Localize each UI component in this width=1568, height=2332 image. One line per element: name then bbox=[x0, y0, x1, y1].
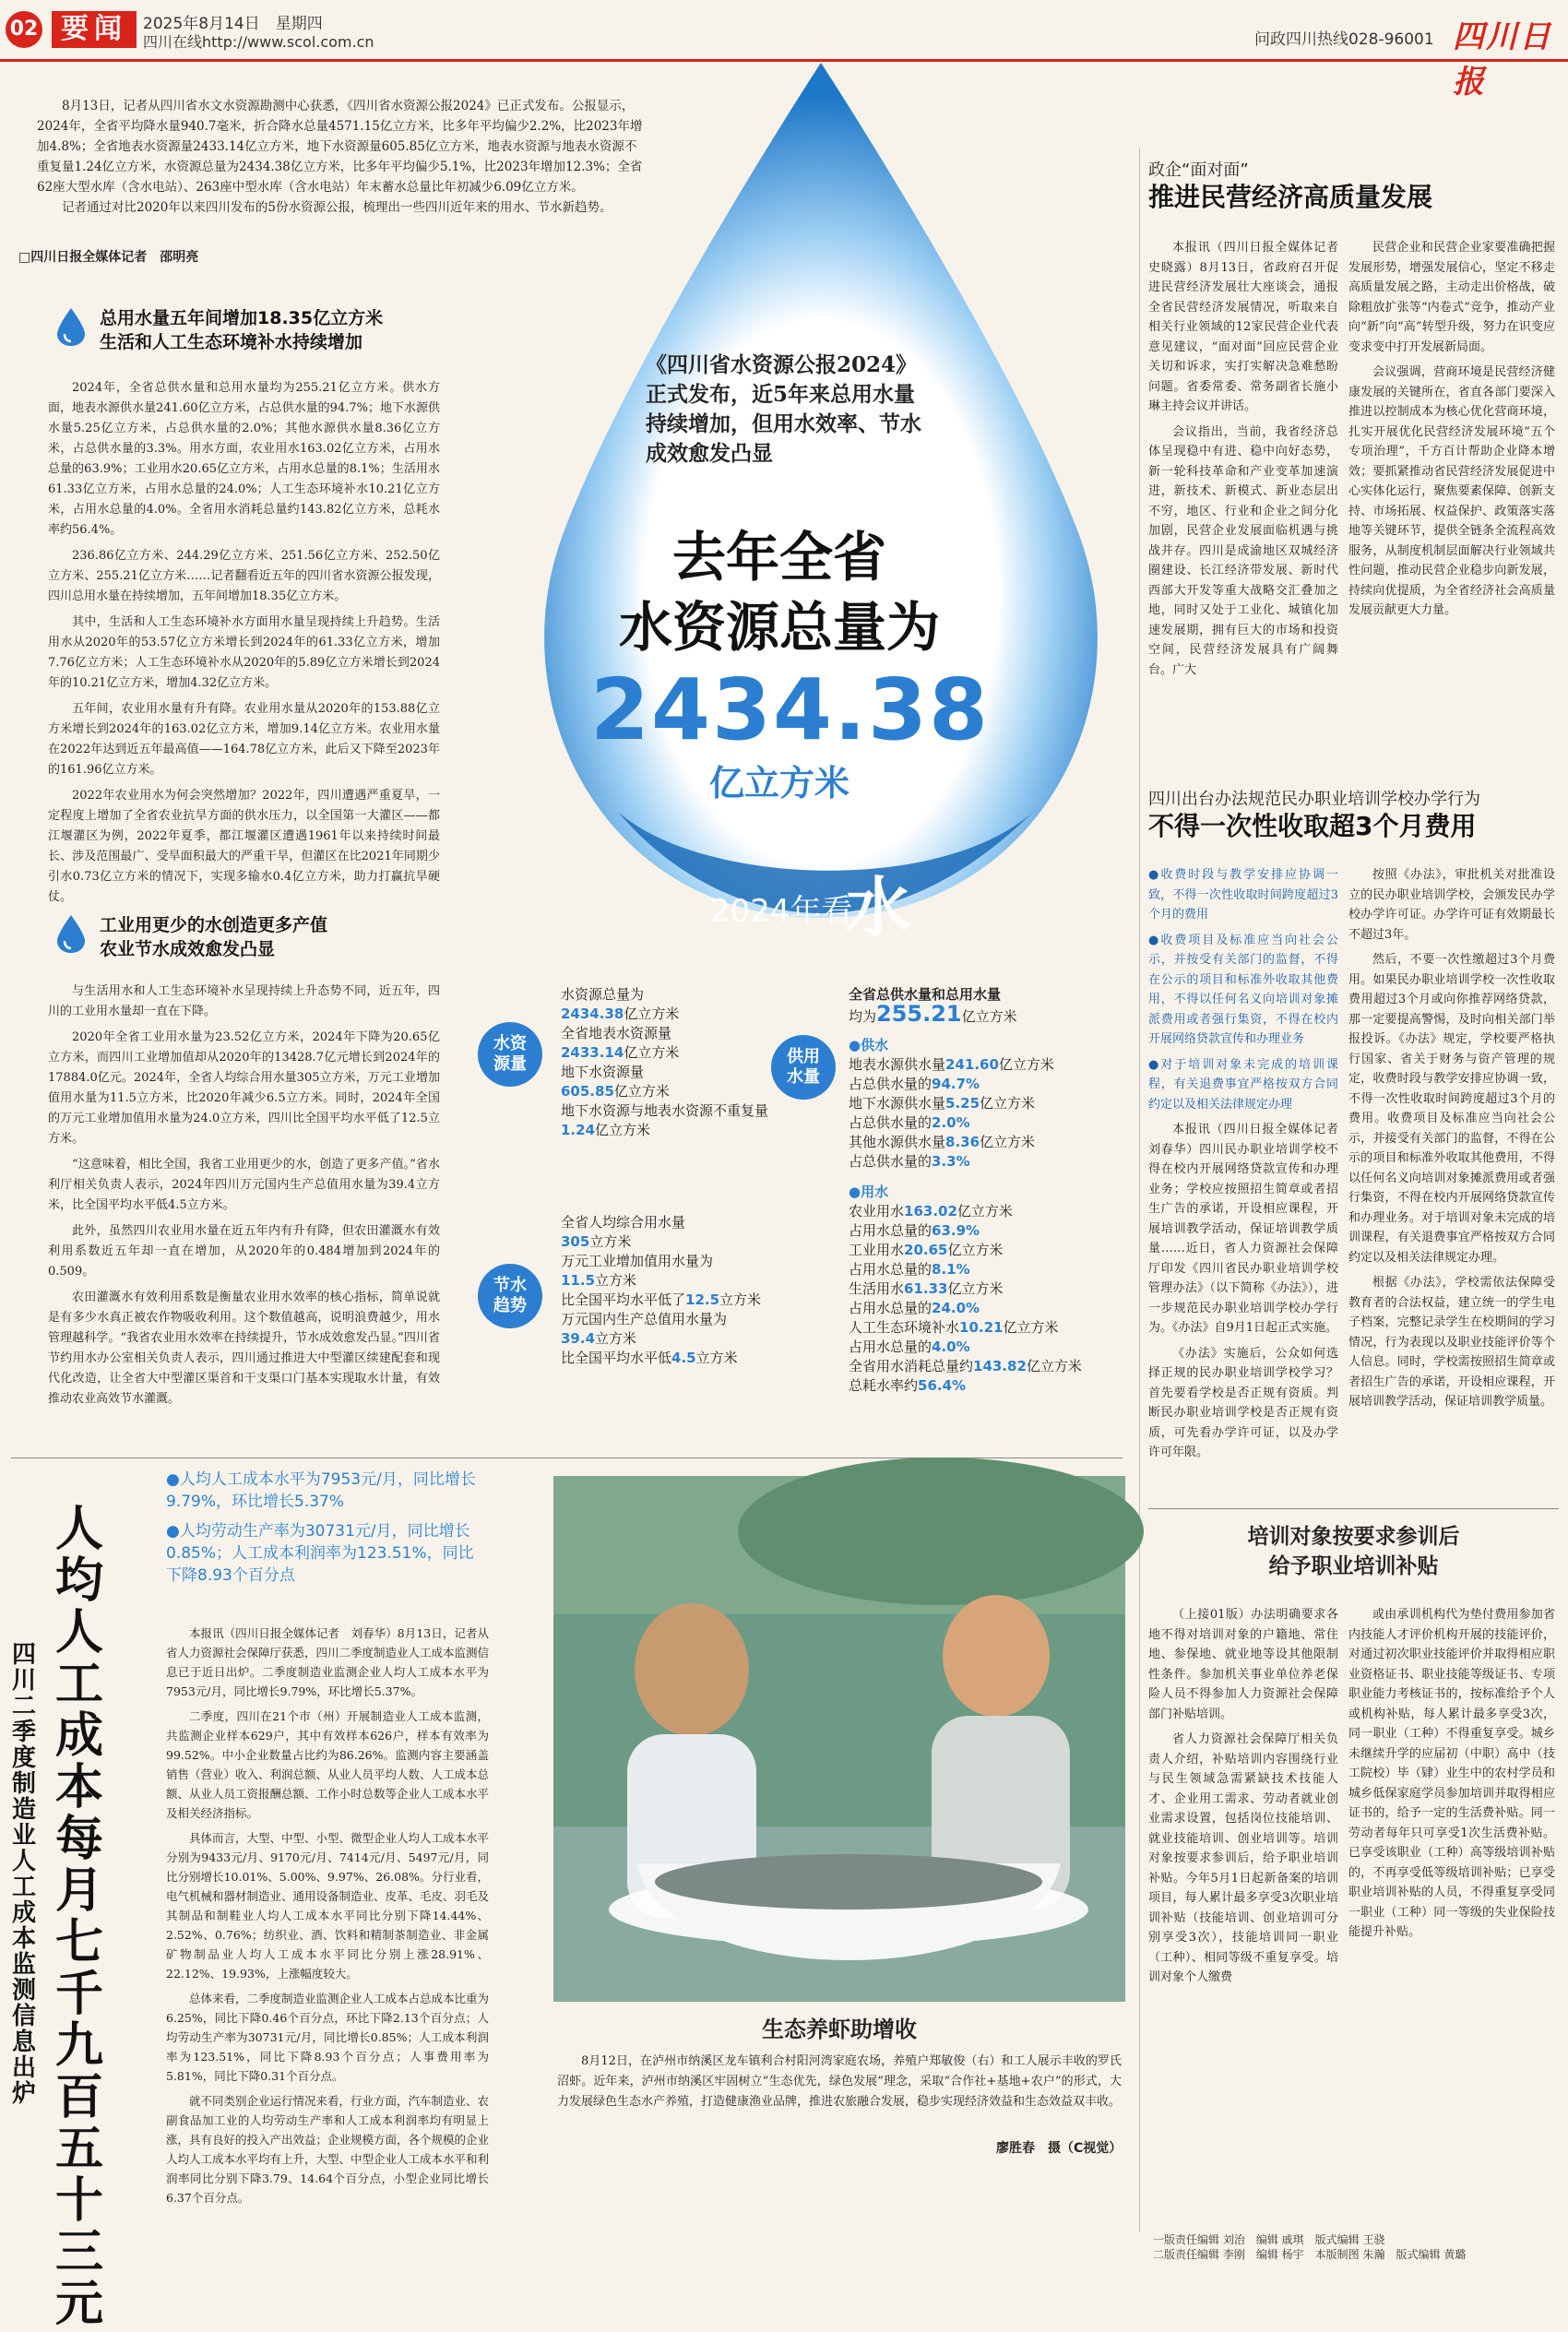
drop-headline bbox=[590, 522, 968, 662]
supply-top-row bbox=[849, 1001, 1116, 1027]
story1-col2 bbox=[1348, 238, 1555, 626]
info-value: 20.65 bbox=[904, 1242, 948, 1258]
info-label: 地下水源供水量 bbox=[849, 1095, 946, 1112]
masthead-logo: 四川日报 bbox=[1453, 18, 1552, 101]
info-label: 占总供水量的 bbox=[849, 1153, 932, 1170]
info-value: 10.21 bbox=[959, 1319, 1004, 1336]
story1-col1 bbox=[1148, 238, 1351, 685]
use-heading: ●用水 bbox=[849, 1184, 889, 1200]
paragraph: 二季度，四川在21个市（州）开展制造业人工成本监测，共监测企业样本629户，其中有效样本626户，样本有效率为99.52%。中小企业数量占比约为86.26%。监测内容主要涵盖销售（营业）收入、利润总额、从业人员平均人数、人工成本总额、从业人员工资报酬总额、工作小时总数等企业人工成本水平及相关经济指标。 bbox=[166, 1709, 490, 1820]
info-unit: 立方米 bbox=[595, 1272, 637, 1289]
section-tag: 要闻 bbox=[52, 11, 137, 48]
info-unit: 亿立方米 bbox=[613, 1083, 670, 1100]
page-number: 02 bbox=[6, 11, 42, 48]
photo-caption-text: 8月12日，在泸州市纳溪区龙车镇利合村阳河湾家庭农场，养殖户郑敏俊（右）和工人展示丰收的罗氏沼虾。近年来，泸州市纳溪区牢固树立“生态优先，绿色发展”理念，采取“合作社+基地+农户”的形式，大力发展绿色生态水产养殖，打造健康渔业品牌，推进农旅融合发展，稳步实现经济效益和生态效益双丰收。 bbox=[557, 2054, 1122, 2109]
paragraph: 此外，虽然四川农业用水量在近五年内有升有降，但农田灌溉水有效利用系数近五年却一直在增加，从2020年的0.484增加到2024年的0.509。 bbox=[48, 1224, 440, 1279]
paragraph: 2020年全省工业用水量为23.52亿立方米，2024年下降为20.65亿立方米，而四川工业增加值却从2020年的13428.7亿元增长到2024年的17884.0亿元。2024年，全省人均综合用水量305立方米，万元工业增加值用水量为11.5立方米，比2020年减少6.5立方米。同时，2024年全国的万元工业增加值用水量为24.0立方米，四川比全国平均水平低了12.5立方米。 bbox=[48, 1030, 440, 1146]
paragraph: “这意味着，相比全国，我省工业用更少的水，创造了更多产值。”省水利厅相关负责人表示，2024年四川万元国内生产总值用水量为39.4立方米，比全国平均水平低4.5立方米。 bbox=[48, 1158, 440, 1212]
section2-heading-line1: 工业用更少的水创造更多产值 bbox=[100, 915, 328, 935]
info-line bbox=[849, 1152, 1116, 1172]
section1-heading bbox=[100, 306, 487, 354]
cost-bullet-2: ●人均劳动生产率为30731元/月，同比增长0.85%；人工成本利润率为123.51%，同比下降8.93个百分点 bbox=[166, 1522, 474, 1585]
summary-bullet: ●收费时段与教学安排应协调一致，不得一次性收取时间跨度超过3个月的费用 bbox=[1148, 868, 1338, 922]
info-label: 万元工业增加值用水量为 bbox=[561, 1253, 714, 1269]
story1-headline: 推进民营经济高质量发展 bbox=[1148, 182, 1433, 212]
drop-headline-line1: 去年全省 bbox=[671, 526, 886, 589]
info-line bbox=[561, 1271, 801, 1291]
info-line bbox=[561, 1349, 801, 1368]
info-value: 39.4 bbox=[561, 1330, 596, 1347]
paragraph: 然后，不要一次性缴超过3个月费用。如果民办职业培训学校一次性收取费用超过3个月或向你推荐网络贷款，那一定要提高警惕，及时向相关部门举报投诉。《办法》规定，学校要严格执行国家、省关于财务与资产管理的规定，收费时段与教学安排应协调一致，不得一次性收取时间跨度超过3个月的费用。收费项目及标准应当向社会公示，并接受有关部门的监督，不得在公示的项目和标准外收取其他费用，不得以任何名义向培训对象摊派费用或者强行集资，不得在校内开展网络贷款宣传和办理业务。对于培训对象未完成的培训课程，有关退费事宜严格按双方合同约定以及相关法律规定办理。 bbox=[1348, 953, 1555, 1265]
info-label: 地下水资源与地表水资源不重复量 bbox=[561, 1102, 769, 1119]
water-resource-badge-label: 水资 源量 bbox=[493, 1034, 527, 1074]
info-value: 56.4% bbox=[918, 1377, 967, 1394]
paragraph: 与生活用水和人工生态环境补水呈现持续上升态势不同，近五年，四川的工业用水量却一直在下降。 bbox=[48, 984, 440, 1018]
paragraph: 会议指出，当前，我省经济总体呈现稳中有进、稳中向好态势，新一轮科技革命和产业变革加速演进，新技术、新模式、新业态层出不穷，地区、行业和企业之间分化加剧，民营企业发展面临机遇与挑战并存。四川是成渝地区双城经济圈建设、长江经济带发展、新时代西部大开发等重大战略交汇叠加之地，同时又处于工业化、城镇化加速发展期，拥有巨大的市场和投资空间，民营经济发展具有广阔舞台。广大 bbox=[1148, 424, 1338, 677]
info-label: 水资源总量为 bbox=[561, 986, 645, 1003]
paragraph: 具体而言，大型、中型、小型、微型企业人均人工成本水平分别为9433元/月、9170元/月、7414元/月、5497元/月，同比分别增长10.01%、5.00%、9.97%、26.08%。分行业看，电气机械和器材制造业、通用设备制造业、皮革、毛皮、羽毛及其制品和制鞋业人均人工成本水平同比分别下降14.44%、2.52%、0.76%；纺织业、酒、饮料和精制茶制造业、非金属矿物制品业人均人工成本水平同比分别上涨28.91%、22.12%、19.93%，上涨幅度较大。 bbox=[166, 1831, 490, 1981]
info-unit: 立方米 bbox=[589, 1233, 632, 1250]
info-label: 比全国平均水平低了 bbox=[561, 1291, 686, 1308]
info-value: 11.5 bbox=[561, 1272, 596, 1289]
supply-heading: ●供水 bbox=[849, 1037, 889, 1053]
info-label: 总耗水率约 bbox=[849, 1377, 919, 1394]
info-line bbox=[849, 1075, 1116, 1094]
summary-bullet: ●对于培训对象未完成的培训课程，有关退费事宜严格按双方合同约定以及相关法律规定办理 bbox=[1148, 1057, 1338, 1112]
supply-top-unit: 亿立方米 bbox=[961, 1008, 1017, 1025]
info-label: 人工生态环境补水 bbox=[849, 1319, 960, 1336]
info-value: 143.82 bbox=[973, 1358, 1027, 1374]
info-unit: 亿立方米 bbox=[624, 1044, 680, 1061]
info-line bbox=[561, 1101, 782, 1121]
info-value: 163.02 bbox=[904, 1203, 957, 1220]
photo-credit: 廖胜春 摄（C视觉） bbox=[996, 2141, 1123, 2156]
info-value: 5.25 bbox=[945, 1095, 980, 1112]
info-line bbox=[561, 1043, 782, 1063]
cost-bullets bbox=[166, 1469, 489, 1587]
info-value: 1.24 bbox=[561, 1122, 596, 1138]
section1-heading-line2: 生活和人工生态环境补水持续增加 bbox=[100, 332, 363, 352]
info-label: 占用水总量的 bbox=[849, 1222, 932, 1239]
info-value: 4.5 bbox=[671, 1350, 696, 1366]
info-line bbox=[561, 1291, 801, 1310]
info-line bbox=[561, 1329, 801, 1349]
info-value: 94.7% bbox=[932, 1076, 980, 1092]
paragraph: 或由承训机构代为垫付费用参加省内技能人才评价机构开展的技能评价，对通过初次职业技能评价并取得相应职业资格证书、职业技能等级证书、专项职业能力考核证书的，按标准给予个人或机构补贴，每人累计最多享受3次，同一职业（工种）不得重复享受。城乡未继续升学的应届初（中职）高中（技工院校）毕（肄）业生中的农村学员和城乡低保家庭学员参加培训并取得相应证书的，给予一定的生活费补贴。同一劳动者每年只可享受1次生活费补贴。已享受该职业（工种）高等级培训补贴的，不再享受低等级培训补贴；已享受职业培训补贴的人员，不得重复享受同一职业（工种）同一等级的失业保险技能提升补贴。 bbox=[1348, 1608, 1555, 1939]
paragraph: 本报讯（四川日报全媒体记者 刘春华）四川民办职业培训学校不得在校内开展网络贷款宣传和办理业务；学校应按照招生简章或者招生广告的承诺，开设相应课程，开展培训教学活动，保证培训教学质量……近日，省人力资源社会保障厅印发《四川省民办职业培训学校管理办法》（以下简称《办法》），进一步规范民办职业培训学校办学行为。《办法》自9月1日起正式实施。 bbox=[1148, 1123, 1351, 1335]
info-label: 比全国平均水平低 bbox=[561, 1350, 672, 1366]
info-line bbox=[561, 1310, 801, 1329]
supply-top-prefix: 均为 bbox=[849, 1008, 877, 1025]
supply-use-badge-label: 供用 水量 bbox=[787, 1047, 820, 1087]
info-value: 8.36 bbox=[945, 1134, 980, 1150]
paragraph: 总体来看，二季度制造业监测企业人工成本占总成本比重为6.25%，同比下降0.46个百分点，环比下降2.13个百分点；人均劳动生产率为30731元/月，同比增长0.85%；人工成本利润率为123.51%，同比下降8.93个百分点；人事费用率为5.81%，同比下降0.31个百分点。 bbox=[166, 1992, 490, 2083]
story3-col2 bbox=[1348, 1605, 1555, 1948]
info-value: 605.85 bbox=[561, 1083, 614, 1100]
paragraph: （上接01版）办法明确要求各地不得对培训对象的户籍地、常住地、参保地、就业地等设其他限制性条件。参加机关事业单位养老保险人员不得参加人力资源社会保障部门补贴培训。 bbox=[1148, 1608, 1338, 1721]
column-divider bbox=[1139, 148, 1140, 2232]
editor-line-1: 一版责任编辑 刘治 编辑 戚琪 版式编辑 王骁 bbox=[1153, 2233, 1385, 2246]
paragraph: 会议强调，营商环境是民营经济健康发展的关键所在，省直各部门要深入推进以控制成本为核心优化营商环境，扎实开展优化民营经济发展环境“五个专项治理”，千方百计帮助企业降本增效；要抓紧推动省民营经济发展促进中心实体化运行，聚焦要素保障、创新支持、市场拓展、权益保护、政策落实落地等关键环节，提供全链条全流程高效服务，从制度机制层面解决行业领域共性问题，推动民营企业稳步向新发展，持续向优提质，为全省经济社会高质量发展贡献更大力量。 bbox=[1348, 365, 1555, 617]
hotline: 问政四川热线028-96001 bbox=[1254, 30, 1434, 49]
cost-article-body bbox=[166, 1624, 489, 2213]
section2-heading bbox=[100, 913, 487, 961]
info-line bbox=[849, 1221, 1116, 1241]
water-drop-icon bbox=[55, 306, 87, 347]
shrimp-photo bbox=[553, 1476, 1125, 2002]
paragraph: 五年间，农业用水量有升有降。农业用水量从2020年的153.88亿立方米增长到2024年的163.02亿立方米，增加9.14亿立方米。农业用水量在2022年达到近五年最高值——164.78亿立方米，此后又下降至2023年的161.96亿立方米。 bbox=[48, 702, 440, 777]
info-unit: 立方米 bbox=[695, 1350, 738, 1366]
info-value: 61.33 bbox=[904, 1280, 948, 1297]
info-label: 生活用水 bbox=[849, 1280, 905, 1297]
info-line bbox=[561, 1232, 801, 1252]
story-divider bbox=[1148, 1508, 1559, 1509]
story2-col1 bbox=[1148, 865, 1351, 1469]
supply-use-box bbox=[849, 985, 1116, 1396]
drop-main-unit: 亿立方米 bbox=[708, 763, 849, 803]
saving-trend-badge-label: 节水 趋势 bbox=[493, 1276, 527, 1315]
editor-line-2: 二版责任编辑 李刚 编辑 杨宇 本版制图 朱瀚 版式编辑 黄璐 bbox=[1153, 2248, 1467, 2261]
info-label: 全省用水消耗总量约 bbox=[849, 1358, 974, 1374]
info-value: 12.5 bbox=[685, 1291, 720, 1308]
info-label: 工业用水 bbox=[849, 1242, 905, 1258]
info-line bbox=[561, 1252, 801, 1271]
section2-body bbox=[48, 982, 440, 1415]
info-unit: 亿立方米 bbox=[956, 1203, 1013, 1220]
info-label: 万元国内生产总值用水量为 bbox=[561, 1311, 728, 1327]
story2-kicker: 四川出台办法规范民办职业培训学校办学行为 bbox=[1148, 790, 1480, 809]
info-line bbox=[849, 1055, 1116, 1075]
info-line bbox=[849, 1133, 1116, 1152]
info-value: 63.9% bbox=[932, 1222, 980, 1239]
story3-headline bbox=[1148, 1522, 1559, 1581]
lead-paragraph-2: 记者通过对比2020年以来四川发布的5份水资源公报，梳理出一些四川近年来的用水、节水新趋势。 bbox=[62, 200, 612, 215]
info-value: 2.0% bbox=[932, 1114, 970, 1131]
info-unit: 亿立方米 bbox=[998, 1056, 1054, 1073]
paragraph: 本报讯（四川日报全媒体记者 史晓露）8月13日，省政府召开促进民营经济发展壮大座谈会，通报全省民营经济发展情况，听取来自相关行业领域的12家民营企业代表意见建议，“面对面”回应民营企业关切和诉求，实打实解决急难愁盼问题。省委常委、常务副省长施小琳主持会议并讲话。 bbox=[1148, 241, 1351, 413]
drop-subtitle: 《四川省水资源公报2024》正式发布，近5年来总用水量持续增加，但用水效率、节水成效愈发凸显 bbox=[646, 352, 921, 466]
info-unit: 亿立方米 bbox=[595, 1122, 651, 1138]
info-value: 305 bbox=[561, 1233, 590, 1250]
paragraph: 农田灌溉水有效利用系数是衡量农业用水效率的核心指标，简单说就是有多少水真正被农作物吸收利用。这个数值越高，说明浪费越少，用水管理越科学。“我省农业用水效率在持续提升，节水成效愈发凸显。”四川省节约用水办公室相关负责人表示，四川通过推进大中型灌区续建配套和现代化改造，让全省大中型灌区渠首和干支渠口门基本实现取水计量，有效推动农业高效节水灌溉。 bbox=[48, 1291, 440, 1406]
info-line bbox=[849, 1338, 1116, 1357]
water-character: 水 bbox=[846, 869, 910, 946]
info-line bbox=[561, 985, 782, 1005]
section1-heading-line1: 总用水量五年间增加18.35亿立方米 bbox=[100, 308, 384, 328]
water-drop-graphic bbox=[517, 55, 1125, 941]
lead-byline: □四川日报全媒体记者 邵明亮 bbox=[18, 250, 199, 265]
supply-top-value: 255.21 bbox=[876, 1001, 962, 1027]
info-value: 241.60 bbox=[945, 1056, 999, 1073]
story2-col2 bbox=[1348, 865, 1555, 1418]
paragraph: 《办法》实施后，公众如何选择正规的民办职业培训学校学习？首先要看学校是否正规有资质。判断民办职业培训学校是否正规有资质，可先看办学许可证，以及办学许可年限。 bbox=[1148, 1346, 1338, 1459]
info-value: 4.0% bbox=[932, 1339, 970, 1355]
info-line bbox=[849, 1299, 1116, 1318]
info-label: 农业用水 bbox=[849, 1203, 905, 1220]
story1-kicker: 政企“面对面” bbox=[1148, 161, 1249, 180]
info-line bbox=[849, 1279, 1116, 1299]
supply-top-label: 全省总供水量和总用水量 bbox=[849, 986, 1002, 1003]
info-label: 占用水总量的 bbox=[849, 1261, 932, 1278]
saving-trend-box bbox=[561, 1213, 801, 1368]
info-value: 3.3% bbox=[932, 1153, 970, 1170]
info-value: 2433.14 bbox=[561, 1044, 624, 1061]
info-line bbox=[849, 1260, 1116, 1279]
info-label: 其他水源供水量 bbox=[849, 1134, 946, 1150]
paragraph: 2022年农业用水为何会突然增加？2022年，四川遭遇严重夏旱，一定程度上增加了全省农业抗旱方面的供水压力，以全国第一大灌区——都江堰灌区为例，2022年夏季，都江堰灌区遭遇1961年以来持续时间最长、涉及范围最广、受旱面积最大的严重干旱，但灌区在比2021年同期少引水0.73亿立方米的情况下，实现多输水0.4亿立方米，助力打赢抗旱硬仗。 bbox=[48, 789, 440, 904]
info-unit: 亿立方米 bbox=[980, 1095, 1036, 1112]
info-label: 地下水资源量 bbox=[561, 1064, 645, 1080]
saving-trend-badge bbox=[478, 1264, 542, 1328]
story2-headline: 不得一次性收取超3个月费用 bbox=[1148, 811, 1477, 841]
info-line bbox=[561, 1063, 782, 1082]
info-label: 占用水总量的 bbox=[849, 1300, 932, 1316]
paragraph: 其中，生活和人工生态环境补水方面用水量呈现持续上升趋势。生活用水从2020年的53.57亿立方米增长到2024年的61.33亿立方米，增加7.76亿立方米；人工生态环境补水从2020年的5.89亿立方米增长到2024年的10.21亿立方米，增加4.32亿立方米。 bbox=[48, 615, 440, 690]
info-value: 24.0% bbox=[932, 1300, 980, 1316]
info-line bbox=[561, 1005, 782, 1024]
paragraph: 2024年，全省总供水量和总用水量均为255.21亿立方米。供水方面，地表水源供水量241.60亿立方米，占总供水量的94.7%；地下水源供水量5.25亿立方米，占总供水量的2.0%；其他水源供水量8.36亿立方米，占总供水量的3.3%。用水方面，农业用水163.02亿立方米，占用水总量的63.9%；工业用水20.65亿立方米，占用水总量的8.1%；生活用水61.33亿立方米，占用水总量的24.0%；人工生态环境补水10.21亿立方米，占用水总量的4.0%。全省用水消耗总量约143.82亿立方米，总耗水率约56.4%。 bbox=[48, 381, 440, 537]
vertical-subheadline: 四 川 二 季 度 制 造 业 人 工 成 本 监 测 信 息 出 炉 bbox=[11, 1641, 36, 2108]
info-line bbox=[849, 1241, 1116, 1260]
info-label: 全省人均综合用水量 bbox=[561, 1214, 686, 1231]
info-label: 占用水总量的 bbox=[849, 1339, 932, 1355]
info-line bbox=[849, 1376, 1116, 1396]
supply-use-badge bbox=[771, 1035, 836, 1100]
story3-col1 bbox=[1148, 1605, 1338, 1993]
info-unit: 亿立方米 bbox=[1003, 1319, 1059, 1336]
section1-body bbox=[48, 378, 440, 913]
water-resource-badge bbox=[478, 1022, 542, 1087]
lead-paragraph: 8月13日，记者从四川省水文水资源勘测中心获悉，《四川省水资源公报2024》已正式发布。公报显示，2024年，全省平均降水量940.7毫米，折合降水总量4571.15亿立方米，比多年平均偏少2.2%，比2023年增加4.8%；全省地表水资源量2433.14亿立方米，地下水资源量605.85亿立方米，地表水资源与地表水资源不重复量1.24亿立方米，水资源总量为2434.38亿立方米，比多年平均偏少5.1%，比2023年增加12.3%；全省62座大型水库（含水电站）、263座中型水库（含水电站）年末蓄水总量比年初减少6.09亿立方米。 bbox=[37, 99, 643, 195]
site-url: 四川在线http://www.scol.com.cn bbox=[143, 33, 374, 51]
info-label: 全省地表水资源量 bbox=[561, 1025, 672, 1041]
photo-title: 生态养虾助增收 bbox=[762, 2017, 917, 2042]
info-line bbox=[561, 1213, 801, 1232]
paragraph: 省人力资源社会保障厅相关负责人介绍，补贴培训内容围绕行业与民生领域急需紧缺技术技能人才、企业用工需求、劳动者就业创业需求设置，包括岗位技能培训、就业技能培训、创业培训等。培训对象按要求参训后，给予职业培训补贴。今年5月1日起新备案的培训项目，每人累计最多享受3次职业培训补贴（技能培训、创业培训可分别享受3次），技能培训同一职业（工种）、相同等级不重复享受。培训对象个人缴费 bbox=[1148, 1732, 1338, 1984]
info-unit: 亿立方米 bbox=[1026, 1358, 1082, 1374]
info-value: 2434.38 bbox=[561, 1005, 624, 1022]
drop-headline-line2: 水资源总量为 bbox=[618, 596, 940, 659]
info-line bbox=[849, 1318, 1116, 1338]
info-label: 地表水源供水量 bbox=[849, 1056, 946, 1073]
info-line bbox=[561, 1121, 782, 1140]
info-unit: 亿立方米 bbox=[980, 1134, 1036, 1150]
info-line bbox=[849, 1202, 1116, 1221]
drop-main-number: 2434.38 bbox=[590, 660, 991, 759]
photo-illustration bbox=[553, 1476, 1125, 2002]
info-unit: 立方米 bbox=[719, 1291, 762, 1308]
info-value: 8.1% bbox=[932, 1261, 970, 1278]
section2-heading-line2: 农业节水成效愈发凸显 bbox=[100, 939, 276, 959]
paragraph: 根据《办法》，学校需依法保障受教育者的合法权益，建立统一的学生电子档案，完整记录学生在校期间的学习情况，行为表现以及职业技能评价等个人信息。同时，学校需按照招生简章或者招生广告的承诺，开设相应课程，开展培训教学活动，保证培训教学质量。 bbox=[1348, 1276, 1555, 1409]
info-label: 占总供水量的 bbox=[849, 1114, 932, 1131]
vertical-headline: 人 均 人 工 成 本 每 月 七 千 九 百 五 十 三 元 bbox=[54, 1501, 103, 2332]
paragraph: 民营企业和民营企业家要准确把握发展形势，增强发展信心，坚定不移走高质量发展之路，主动走出价格战，破除粗放扩张等“内卷式”竞争，推动产业向“新”向“高”转型升级，努力在识变应变求变中打开发展新局面。 bbox=[1348, 241, 1555, 354]
info-line bbox=[849, 1357, 1116, 1376]
water-drop-icon bbox=[55, 913, 87, 954]
story3-headline-line1: 培训对象按要求参训后 bbox=[1247, 1525, 1460, 1549]
issue-date: 2025年8月14日 星期四 bbox=[143, 15, 323, 33]
info-line bbox=[561, 1082, 782, 1101]
photo-caption bbox=[557, 2052, 1122, 2118]
paragraph: 本报讯（四川日报全媒体记者 刘春华）8月13日，记者从省人力资源社会保障厅获悉，四川二季度制造业人工成本监测信息已于近日出炉。二季度制造业监测企业人均人工成本水平为7953元/月，同比增长9.79%，环比增长5.37%。 bbox=[166, 1626, 490, 1698]
info-unit: 立方米 bbox=[595, 1330, 637, 1347]
info-line bbox=[849, 1094, 1116, 1113]
info-label: 占总供水量的 bbox=[849, 1076, 932, 1092]
info-line bbox=[561, 1024, 782, 1043]
cost-bullet-1: ●人均人工成本水平为7953元/月，同比增长9.79%，环比增长5.37% bbox=[166, 1470, 476, 1511]
info-unit: 亿立方米 bbox=[947, 1242, 1004, 1258]
paragraph: 236.86亿立方米、244.29亿立方米、251.56亿立方米、252.50亿立方米、255.21亿立方米……记者翻看近五年的四川省水资源公报发现，四川总用水量在持续增加，五年间增加18.35亿立方米。 bbox=[48, 549, 440, 603]
info-unit: 亿立方米 bbox=[947, 1280, 1004, 1297]
paragraph: 就不同类别企业运行情况来看，行业方面，汽车制造业、农副食品加工业的人均劳动生产率和人工成本利润率均有明显上涨，具有良好的投入产出效益；企业规模方面，各个规模的企业人均人工成本水平均有上升，大型、中型企业人工成本水平和利润率同比分别下降3.79、14.64个百分点，小型企业同比增长6.37个百分点。 bbox=[166, 2094, 490, 2205]
story3-headline-line2: 给予职业培训补贴 bbox=[1268, 1554, 1439, 1578]
editor-credits bbox=[1153, 2232, 1466, 2262]
info-line bbox=[849, 1113, 1116, 1133]
info-unit: 亿立方米 bbox=[624, 1005, 680, 1022]
water-resource-box bbox=[561, 985, 782, 1140]
summary-bullet: ●收费项目及标准应当向社会公示，并按受有关部门的监督，不得在公示的项目和标准外收取其他费用，不得以任何名义向培训对象摊派费用或者强行集资，不得在校内开展网络贷款宣传和办理业务 bbox=[1148, 933, 1338, 1046]
paragraph: 按照《办法》，审批机关对批准设立的民办职业培训学校，会颁发民办学校办学许可证。办学许可证有效期最长不超过3年。 bbox=[1348, 868, 1555, 942]
year-label: 2024年看 bbox=[710, 893, 853, 930]
